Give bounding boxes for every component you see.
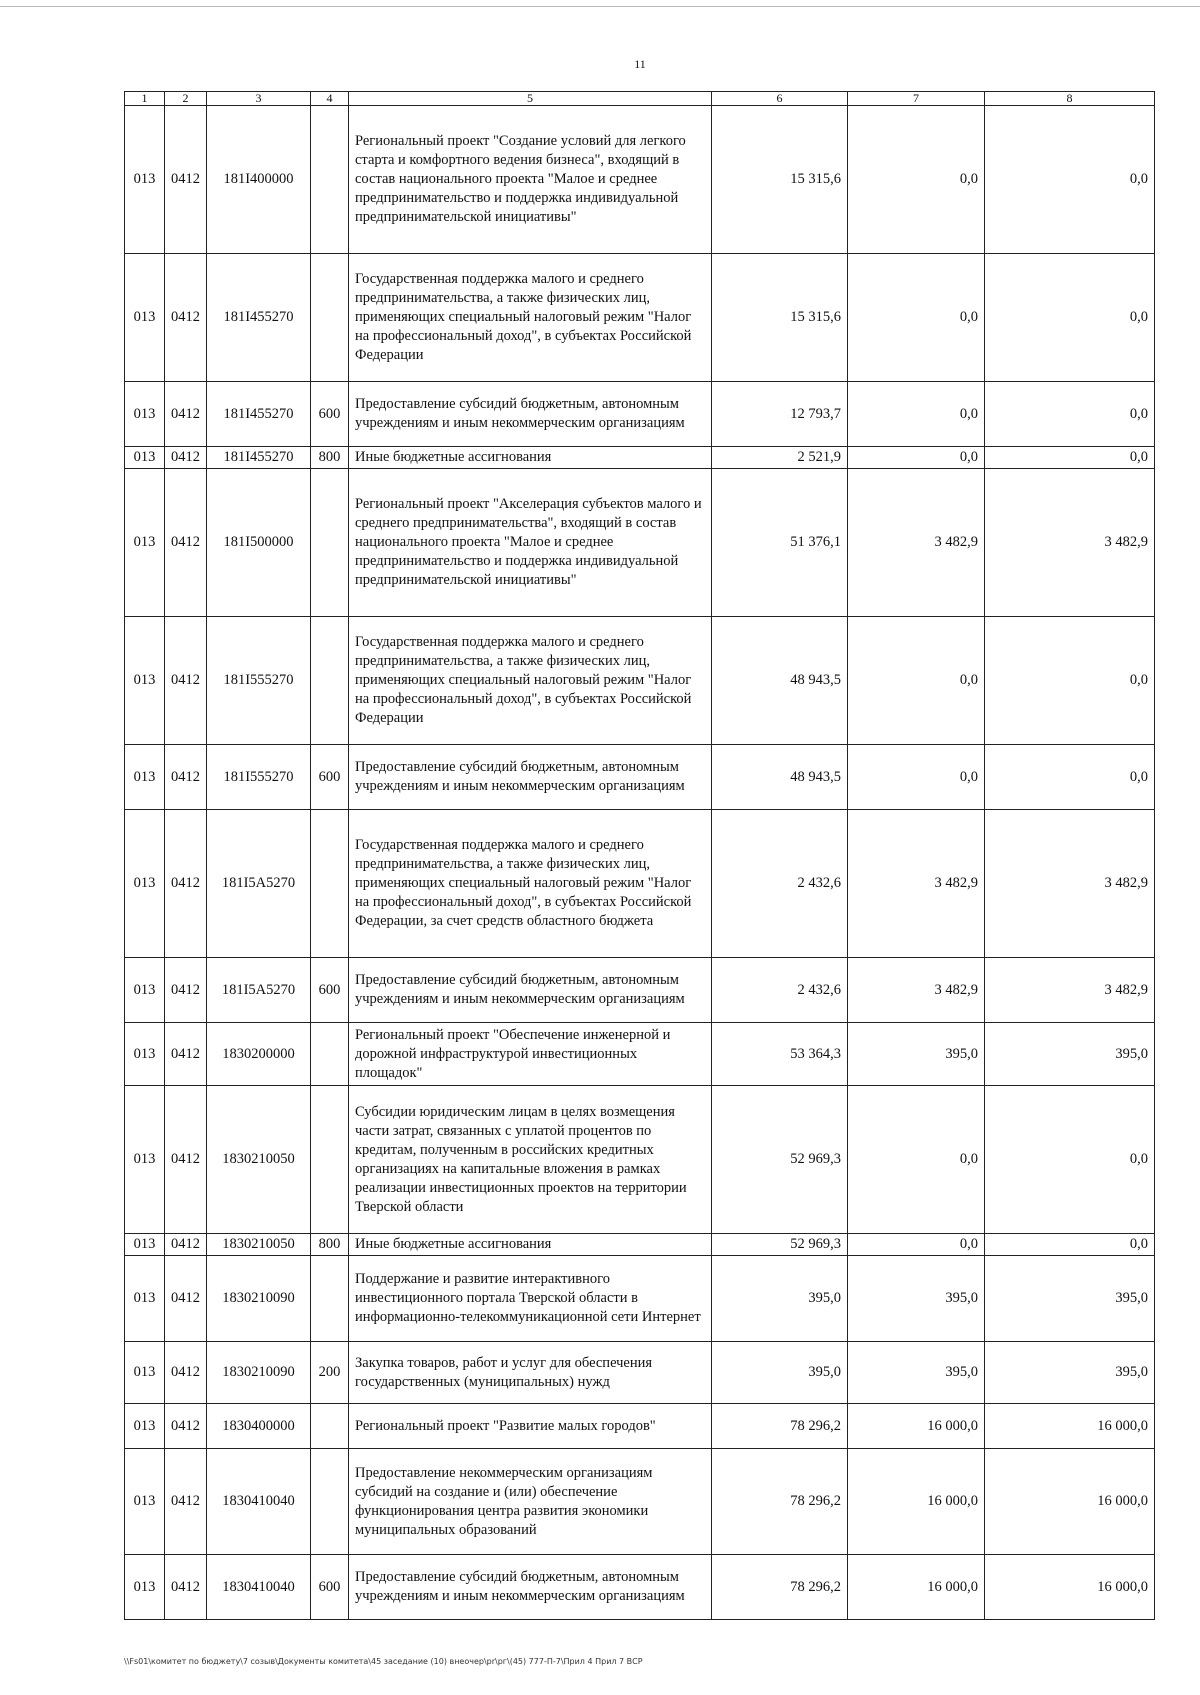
cell-section: 0412: [165, 254, 207, 382]
cell-expense-type: [311, 617, 349, 745]
cell-amount-2: 16 000,0: [848, 1555, 985, 1620]
cell-ministry: 013: [125, 1086, 165, 1234]
cell-amount-3: 0,0: [985, 254, 1155, 382]
cell-amount-2: 395,0: [848, 1256, 985, 1342]
cell-expense-type: 600: [311, 958, 349, 1023]
cell-amount-3: 16 000,0: [985, 1404, 1155, 1449]
cell-amount-1: 2 432,6: [712, 810, 848, 958]
cell-amount-2: 0,0: [848, 106, 985, 254]
cell-amount-3: 0,0: [985, 1086, 1155, 1234]
cell-amount-1: 78 296,2: [712, 1555, 848, 1620]
cell-expense-type: [311, 1256, 349, 1342]
cell-amount-3: 0,0: [985, 382, 1155, 447]
cell-expense-type: [311, 1023, 349, 1086]
cell-amount-1: 52 969,3: [712, 1086, 848, 1234]
cell-amount-3: 0,0: [985, 106, 1155, 254]
table-row: [125, 1256, 1155, 1342]
table-row: [125, 1086, 1155, 1234]
cell-expense-type: [311, 106, 349, 254]
cell-section: 0412: [165, 106, 207, 254]
cell-description: Региональный проект "Создание условий для легкого старта и комфортного ведения бизнеса", входящий в состав национального проекта "Малое и среднее предпринимательство и поддержка индивидуальной предпринимательской инициативы": [349, 106, 712, 254]
header-row: [125, 92, 1155, 106]
cell-target-article: 1830210050: [207, 1234, 311, 1256]
cell-description: Предоставление субсидий бюджетным, автономным учреждениям и иным некоммерческим организациям: [349, 745, 712, 810]
cell-ministry: 013: [125, 382, 165, 447]
table-row: [125, 254, 1155, 382]
cell-amount-3: 0,0: [985, 745, 1155, 810]
cell-amount-2: 0,0: [848, 254, 985, 382]
cell-expense-type: 200: [311, 1342, 349, 1404]
cell-ministry: 013: [125, 810, 165, 958]
cell-amount-1: 48 943,5: [712, 617, 848, 745]
cell-amount-2: 0,0: [848, 382, 985, 447]
cell-ministry: 013: [125, 1555, 165, 1620]
cell-ministry: 013: [125, 958, 165, 1023]
cell-ministry: 013: [125, 254, 165, 382]
cell-amount-2: 16 000,0: [848, 1449, 985, 1555]
cell-ministry: 013: [125, 447, 165, 469]
table-row: [125, 745, 1155, 810]
cell-target-article: 181I455270: [207, 447, 311, 469]
cell-amount-3: 3 482,9: [985, 469, 1155, 617]
cell-ministry: 013: [125, 1234, 165, 1256]
cell-ministry: 013: [125, 745, 165, 810]
cell-target-article: 181I555270: [207, 617, 311, 745]
cell-target-article: 1830410040: [207, 1449, 311, 1555]
cell-target-article: 1830200000: [207, 1023, 311, 1086]
cell-target-article: 181I400000: [207, 106, 311, 254]
cell-ministry: 013: [125, 1449, 165, 1555]
cell-ministry: 013: [125, 106, 165, 254]
cell-amount-1: 53 364,3: [712, 1023, 848, 1086]
table-row: [125, 1404, 1155, 1449]
cell-section: 0412: [165, 1256, 207, 1342]
cell-section: 0412: [165, 958, 207, 1023]
header-col-2: 2: [165, 92, 207, 106]
cell-target-article: 1830210050: [207, 1086, 311, 1234]
cell-ministry: 013: [125, 469, 165, 617]
cell-amount-3: 395,0: [985, 1256, 1155, 1342]
table-row: [125, 1234, 1155, 1256]
cell-ministry: 013: [125, 617, 165, 745]
cell-description: Государственная поддержка малого и среднего предпринимательства, а также физических лиц, применяющих специальный налоговый режим "Налог на профессиональный доход", в субъектах Российской Федерации: [349, 254, 712, 382]
cell-amount-1: 48 943,5: [712, 745, 848, 810]
cell-section: 0412: [165, 447, 207, 469]
cell-amount-1: 78 296,2: [712, 1404, 848, 1449]
table-row: [125, 958, 1155, 1023]
cell-amount-2: 0,0: [848, 1086, 985, 1234]
cell-expense-type: 800: [311, 447, 349, 469]
cell-amount-2: 3 482,9: [848, 810, 985, 958]
cell-amount-3: 3 482,9: [985, 958, 1155, 1023]
cell-target-article: 181I5A5270: [207, 958, 311, 1023]
scan-edge-line: [0, 6, 1200, 7]
cell-expense-type: [311, 1404, 349, 1449]
cell-amount-3: 16 000,0: [985, 1555, 1155, 1620]
cell-expense-type: [311, 1449, 349, 1555]
cell-description: Иные бюджетные ассигнования: [349, 447, 712, 469]
cell-amount-1: 51 376,1: [712, 469, 848, 617]
cell-target-article: 181I455270: [207, 382, 311, 447]
cell-amount-2: 395,0: [848, 1023, 985, 1086]
cell-section: 0412: [165, 382, 207, 447]
cell-amount-1: 52 969,3: [712, 1234, 848, 1256]
cell-amount-3: 0,0: [985, 447, 1155, 469]
cell-amount-3: 395,0: [985, 1023, 1155, 1086]
cell-amount-2: 0,0: [848, 1234, 985, 1256]
header-col-3: 3: [207, 92, 311, 106]
cell-section: 0412: [165, 617, 207, 745]
header-col-6: 6: [712, 92, 848, 106]
cell-expense-type: 600: [311, 1555, 349, 1620]
cell-description: Субсидии юридическим лицам в целях возмещения части затрат, связанных с уплатой процентов по кредитам, полученным в российских кредитных организациях на капитальные вложения в рамках реализации инвестиционных проектов на территории Тверской области: [349, 1086, 712, 1234]
cell-amount-1: 2 432,6: [712, 958, 848, 1023]
cell-amount-3: 395,0: [985, 1342, 1155, 1404]
cell-amount-1: 395,0: [712, 1256, 848, 1342]
table-row: [125, 469, 1155, 617]
header-col-4: 4: [311, 92, 349, 106]
cell-target-article: 181I5A5270: [207, 810, 311, 958]
cell-section: 0412: [165, 1086, 207, 1234]
cell-target-article: 181I455270: [207, 254, 311, 382]
cell-amount-3: 16 000,0: [985, 1449, 1155, 1555]
cell-expense-type: [311, 1086, 349, 1234]
cell-amount-1: 12 793,7: [712, 382, 848, 447]
cell-expense-type: 600: [311, 745, 349, 810]
cell-expense-type: 600: [311, 382, 349, 447]
cell-target-article: 181I555270: [207, 745, 311, 810]
table-row: [125, 106, 1155, 254]
cell-amount-2: 3 482,9: [848, 958, 985, 1023]
cell-section: 0412: [165, 1404, 207, 1449]
cell-description: Предоставление субсидий бюджетным, автономным учреждениям и иным некоммерческим организациям: [349, 958, 712, 1023]
cell-target-article: 1830410040: [207, 1555, 311, 1620]
table-row: [125, 1342, 1155, 1404]
page-number: 11: [634, 57, 646, 71]
cell-amount-2: 3 482,9: [848, 469, 985, 617]
header-col-8: 8: [985, 92, 1155, 106]
cell-description: Поддержание и развитие интерактивного инвестиционного портала Тверской области в информационно-телекоммуникационной сети Интернет: [349, 1256, 712, 1342]
header-col-7: 7: [848, 92, 985, 106]
cell-section: 0412: [165, 810, 207, 958]
cell-description: Иные бюджетные ассигнования: [349, 1234, 712, 1256]
cell-amount-1: 15 315,6: [712, 254, 848, 382]
table-row: [125, 617, 1155, 745]
cell-amount-2: 16 000,0: [848, 1404, 985, 1449]
cell-expense-type: 800: [311, 1234, 349, 1256]
cell-description: Региональный проект "Акселерация субъектов малого и среднего предпринимательства", входящий в состав национального проекта "Малое и среднее предпринимательство и поддержка индивидуальной предпринимательской инициативы": [349, 469, 712, 617]
file-path-footer: \\Fs01\комитет по бюджету\7 созыв\Документы комитета\45 заседание (10) внеочер\pr\рг\(45) 777-П-7\Прил 4 Прил 7 ВСР: [124, 1657, 643, 1666]
cell-description: Предоставление некоммерческим организациям субсидий на создание и (или) обеспечение функционирования центра развития экономики муниципальных образований: [349, 1449, 712, 1555]
cell-amount-3: 0,0: [985, 617, 1155, 745]
cell-amount-3: 3 482,9: [985, 810, 1155, 958]
cell-amount-1: 78 296,2: [712, 1449, 848, 1555]
cell-section: 0412: [165, 469, 207, 617]
header-col-5: 5: [349, 92, 712, 106]
cell-target-article: 1830210090: [207, 1256, 311, 1342]
cell-description: Государственная поддержка малого и среднего предпринимательства, а также физических лиц, применяющих специальный налоговый режим "Налог на профессиональный доход", в субъектах Российской Федерации: [349, 617, 712, 745]
cell-amount-2: 0,0: [848, 617, 985, 745]
cell-section: 0412: [165, 1555, 207, 1620]
cell-amount-2: 0,0: [848, 447, 985, 469]
table-row: [125, 1555, 1155, 1620]
budget-table: [124, 91, 1155, 1620]
cell-section: 0412: [165, 1023, 207, 1086]
header-col-1: 1: [125, 92, 165, 106]
table-row: [125, 810, 1155, 958]
cell-description: Предоставление субсидий бюджетным, автономным учреждениям и иным некоммерческим организациям: [349, 382, 712, 447]
cell-section: 0412: [165, 1234, 207, 1256]
cell-section: 0412: [165, 1342, 207, 1404]
cell-section: 0412: [165, 1449, 207, 1555]
table-row: [125, 382, 1155, 447]
cell-description: Закупка товаров, работ и услуг для обеспечения государственных (муниципальных) нужд: [349, 1342, 712, 1404]
table-row: [125, 1023, 1155, 1086]
cell-target-article: 181I500000: [207, 469, 311, 617]
cell-description: Региональный проект "Развитие малых городов": [349, 1404, 712, 1449]
cell-amount-1: 2 521,9: [712, 447, 848, 469]
cell-description: Региональный проект "Обеспечение инженерной и дорожной инфраструктурой инвестиционных площадок": [349, 1023, 712, 1086]
cell-amount-2: 395,0: [848, 1342, 985, 1404]
cell-amount-2: 0,0: [848, 745, 985, 810]
cell-ministry: 013: [125, 1023, 165, 1086]
cell-amount-1: 15 315,6: [712, 106, 848, 254]
cell-expense-type: [311, 469, 349, 617]
cell-description: Предоставление субсидий бюджетным, автономным учреждениям и иным некоммерческим организациям: [349, 1555, 712, 1620]
cell-section: 0412: [165, 745, 207, 810]
table-row: [125, 1449, 1155, 1555]
cell-expense-type: [311, 810, 349, 958]
cell-expense-type: [311, 254, 349, 382]
cell-target-article: 1830210090: [207, 1342, 311, 1404]
cell-target-article: 1830400000: [207, 1404, 311, 1449]
cell-description: Государственная поддержка малого и среднего предпринимательства, а также физических лиц, применяющих специальный налоговый режим "Налог на профессиональный доход", в субъектах Российской Федерации, за счет средств областного бюджета: [349, 810, 712, 958]
cell-ministry: 013: [125, 1342, 165, 1404]
cell-amount-3: 0,0: [985, 1234, 1155, 1256]
table-row: [125, 447, 1155, 469]
cell-ministry: 013: [125, 1256, 165, 1342]
cell-amount-1: 395,0: [712, 1342, 848, 1404]
cell-ministry: 013: [125, 1404, 165, 1449]
